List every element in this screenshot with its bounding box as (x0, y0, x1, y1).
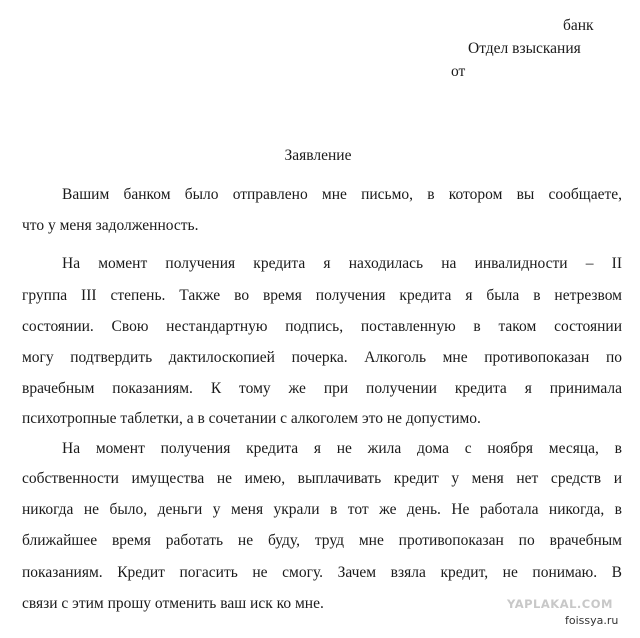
body-line: На момент получения кредита я не жила дома с ноября месяца, в (62, 440, 622, 457)
body-line: связи с этим прошу отменить ваш иск ко мне. (22, 595, 324, 612)
body-line: никогда не было, деньги у меня украли в тот же день. Не работала никогда, в (22, 501, 622, 518)
body-line: что у меня задолженность. (22, 217, 199, 234)
watermark-yaplakal: YAPLAKAL.COM (507, 597, 613, 611)
body-line: могу подтвердить дактилоскопией почерка. Алкоголь мне противопоказан по (22, 349, 622, 366)
body-line: врачебным показаниям. К тому же при получении кредита я принимала (22, 380, 622, 397)
watermark-foissya: foissya.ru (565, 614, 619, 627)
document-title-text: Заявление (284, 147, 352, 164)
body-line: показаниям. Кредит погасить не смогу. Зачем взяла кредит, не понимаю. В (22, 564, 622, 581)
body-line: психотропные таблетки, а в сочетании с алкоголем это не допустимо. (22, 410, 481, 427)
sender-from: от (451, 63, 466, 80)
body-line: ближайшее время работать не буду, труд мне противопоказан по врачебным (22, 532, 622, 549)
recipient-department: Отдел взыскания (468, 40, 581, 57)
recipient-bank: банк (563, 17, 594, 34)
body-line: состоянии. Свою нестандартную подпись, поставленную в таком состоянии (22, 318, 622, 335)
body-line: Вашим банком было отправлено мне письмо, в котором вы сообщаете, (62, 186, 622, 203)
body-line: На момент получения кредита я находилась на инвалидности – II (62, 255, 622, 272)
document-title (0, 147, 640, 165)
body-line: группа III степень. Также во время получения кредита я была в нетрезвом (22, 287, 622, 304)
body-line: собственности имущества не имею, выплачивать кредит у меня нет средств и (22, 470, 622, 487)
